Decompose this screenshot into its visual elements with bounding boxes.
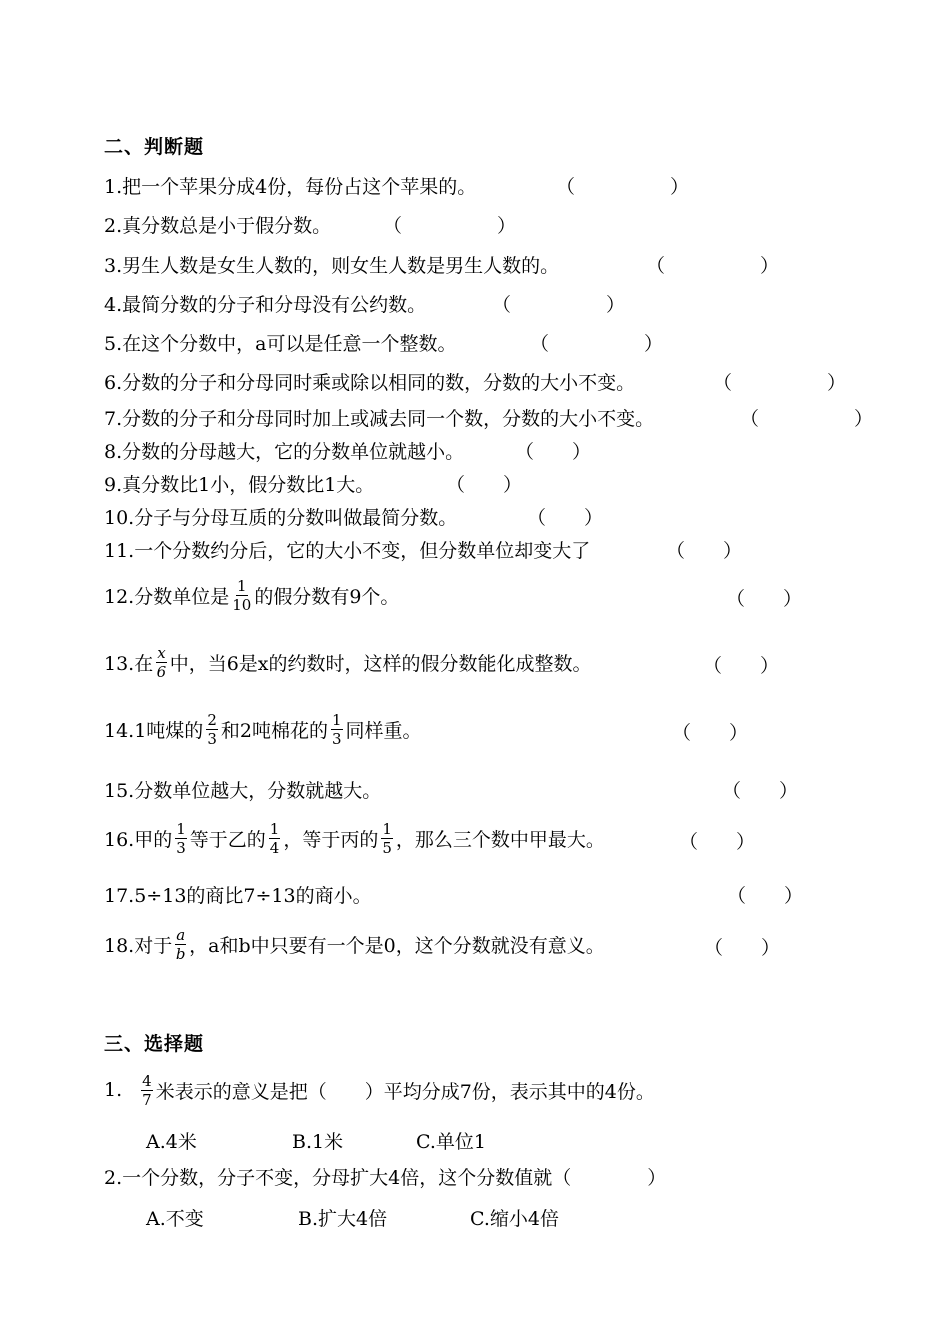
fraction	[381, 821, 393, 856]
section-title-choice: 三、选择题	[104, 1033, 205, 1055]
fraction	[232, 578, 251, 613]
question-text: 12.分数单位是	[104, 585, 230, 608]
answer-paren[interactable]: （ ）	[727, 885, 804, 907]
fraction	[331, 712, 343, 747]
fraction	[175, 821, 187, 856]
fraction	[206, 712, 218, 747]
fraction	[175, 927, 186, 962]
answer-paren[interactable]: （ ）	[666, 540, 743, 562]
choice-question-1	[104, 1070, 655, 1110]
question-4	[104, 290, 426, 317]
question-text: ，等于丙的	[283, 828, 379, 851]
question-text: 9.真分数比1小，假分数比1大。	[104, 474, 375, 496]
fraction	[156, 645, 166, 680]
question-text: 7.分数的分子和分母同时加上或减去同一个数，分数的大小不变。	[104, 408, 655, 430]
question-text: 11.一个分数约分后，它的大小不变，但分数单位却变大了	[104, 540, 591, 562]
option-c[interactable]: C.缩小4倍	[470, 1208, 559, 1230]
question-text: 2.一个分数，分子不变，分母扩大4倍，这个分数值就（ ）	[104, 1167, 667, 1189]
fraction-numerator: 1	[382, 819, 392, 838]
question-2	[104, 211, 331, 238]
question-text: 14.1吨煤的	[104, 719, 204, 742]
question-5	[104, 329, 456, 356]
fraction-denominator: 4	[269, 838, 280, 857]
option-a[interactable]: A.4米	[146, 1131, 197, 1153]
answer-paren[interactable]: （ ）	[740, 408, 874, 430]
answer-paren[interactable]: （ ）	[722, 780, 799, 802]
answer-paren[interactable]: （ ）	[446, 474, 523, 496]
question-13	[104, 642, 592, 682]
choice-question-2	[104, 1163, 666, 1190]
fraction-denominator: 3	[331, 729, 342, 748]
fraction-numerator: 1	[236, 576, 247, 595]
answer-paren[interactable]: （ ）	[713, 372, 847, 394]
question-text: 米表示的意义是把（ ）平均分成7份，表示其中的4份。	[155, 1080, 655, 1103]
fraction-denominator: 7	[142, 1090, 152, 1109]
question-15	[104, 776, 381, 803]
answer-paren[interactable]: （ ）	[646, 255, 780, 277]
question-text: ，那么三个数中甲最大。	[395, 828, 605, 851]
option-c[interactable]: C.单位1	[416, 1131, 486, 1153]
question-12	[104, 575, 399, 615]
answer-paren[interactable]: （ ）	[704, 937, 781, 959]
fraction-numerator: 4	[142, 1071, 152, 1090]
question-11	[104, 536, 590, 563]
answer-paren[interactable]: （ ）	[515, 441, 592, 463]
answer-paren[interactable]: （ ）	[726, 588, 803, 610]
question-text: 同样重。	[345, 719, 422, 742]
question-text: 8.分数的分母越大，它的分数单位就越小。	[104, 441, 465, 463]
question-text: 和2吨棉花的	[220, 719, 328, 742]
question-6	[104, 368, 635, 395]
answer-paren[interactable]: （ ）	[383, 215, 517, 237]
question-text: 的假分数有9个。	[254, 585, 400, 608]
question-7	[104, 404, 654, 431]
fraction	[269, 821, 281, 856]
answer-paren[interactable]: （ ）	[556, 176, 690, 198]
question-text: 4.最简分数的分子和分母没有公约数。	[104, 294, 427, 316]
fraction-numerator: a	[176, 925, 186, 944]
question-text: 3.男生人数是女生人数的，则女生人数是男生人数的。	[104, 255, 560, 277]
question-text: 2.真分数总是小于假分数。	[104, 215, 332, 237]
answer-paren[interactable]: （ ）	[672, 722, 749, 744]
fraction	[141, 1073, 153, 1108]
question-3	[104, 251, 559, 278]
section-title-judgement: 二、判断题	[104, 136, 205, 158]
fraction-denominator: 10	[232, 595, 252, 614]
answer-paren[interactable]: （ ）	[703, 655, 780, 677]
fraction-numerator: x	[157, 643, 166, 662]
fraction-numerator: 2	[207, 710, 217, 729]
answer-paren[interactable]: （ ）	[527, 507, 604, 529]
fraction-denominator: b	[175, 944, 186, 963]
question-text: 13.在	[104, 652, 154, 675]
question-1	[104, 172, 476, 199]
question-16	[104, 818, 605, 858]
question-text: 6.分数的分子和分母同时乘或除以相同的数，分数的大小不变。	[104, 372, 636, 394]
fraction-numerator: 1	[176, 819, 186, 838]
fraction-numerator: 1	[331, 710, 342, 729]
fraction-denominator: 5	[382, 838, 392, 857]
question-9	[104, 470, 374, 497]
fraction-denominator: 3	[207, 729, 217, 748]
question-text: 5.在这个分数中，a可以是任意一个整数。	[104, 333, 457, 355]
question-text: 16.甲的	[104, 828, 173, 851]
question-text: 18.对于	[104, 934, 173, 957]
answer-paren[interactable]: （ ）	[530, 333, 664, 355]
answer-paren[interactable]: （ ）	[492, 294, 626, 316]
option-b[interactable]: B.扩大4倍	[298, 1208, 388, 1230]
question-text: 15.分数单位越大，分数就越大。	[104, 780, 382, 802]
question-text: 1.	[104, 1079, 123, 1101]
question-text: 10.分子与分母互质的分数叫做最简分数。	[104, 507, 458, 529]
question-text: 中，当6是x的约数时，这样的假分数能化成整数。	[169, 652, 592, 675]
question-text: 17.5÷13的商比7÷13的商小。	[104, 885, 372, 907]
option-a[interactable]: A.不变	[146, 1208, 204, 1230]
question-18	[104, 924, 605, 964]
fraction-numerator: 1	[269, 819, 280, 838]
fraction-denominator: 3	[176, 838, 186, 857]
fraction-denominator: 6	[156, 662, 167, 681]
question-text: 等于乙的	[189, 828, 266, 851]
answer-paren[interactable]: （ ）	[679, 831, 756, 853]
question-17	[104, 881, 372, 908]
question-text: ，a和b中只要有一个是0，这个分数就没有意义。	[189, 934, 605, 957]
question-8	[104, 437, 464, 464]
question-10	[104, 503, 457, 530]
question-14	[104, 709, 422, 749]
option-b[interactable]: B.1米	[292, 1131, 344, 1153]
question-text: 1.把一个苹果分成4份，每份占这个苹果的。	[104, 176, 477, 198]
